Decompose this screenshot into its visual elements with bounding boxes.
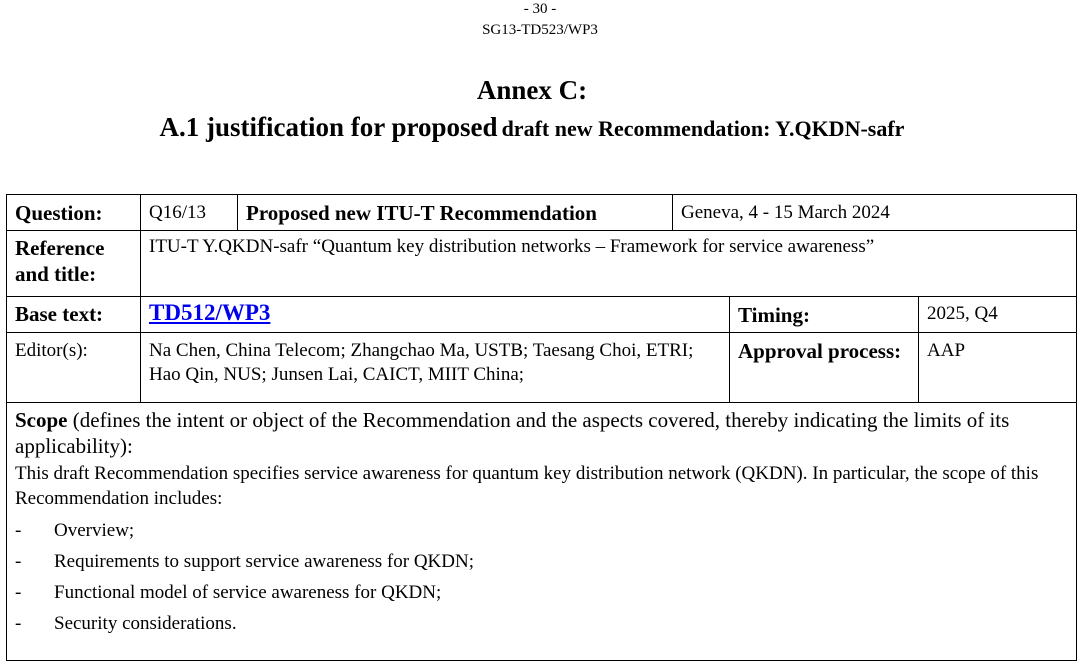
reference-row [7,231,1077,297]
bullet-dash: - [15,582,22,603]
annex-subtitle [0,110,1064,149]
list-item-text: Overview; [54,520,135,541]
meeting-location-date: Geneva, 4 - 15 March 2024 [673,195,1077,231]
list-item [15,608,1068,639]
scope-list [15,515,1068,639]
justification-table [6,194,1077,661]
annex-subtitle-part2: draft new Recommendation: Y.QKDN-safr [501,116,905,141]
list-item [15,546,1068,577]
editors-label: Editor(s): [7,333,141,403]
question-value: Q16/13 [141,195,238,231]
reference-label: Reference and title: [7,231,141,297]
list-item-text: Functional model of service awareness for QKDN; [54,582,442,603]
base-text-link[interactable]: TD512/WP3 [149,300,271,325]
question-row [7,195,1077,231]
editors-row [7,333,1077,403]
bullet-dash: - [15,551,22,572]
approval-value: AAP [919,333,1077,403]
list-item-text: Security considerations. [54,613,237,634]
list-item-text: Requirements to support service awareness for QKDN; [54,551,474,572]
scope-heading-bold: Scope [15,408,68,432]
base-text-row [7,297,1077,333]
proposed-recommendation-label: Proposed new ITU-T Recommendation [238,195,673,231]
approval-label: Approval process: [730,333,919,403]
reference-value: ITU-T Y.QKDN-safr “Quantum key distribution networks – Framework for service awareness” [141,231,1077,297]
list-item [15,577,1068,608]
page-number: - 30 - [523,1,557,17]
bullet-dash: - [15,520,22,541]
base-text-cell [141,297,730,333]
question-label: Question: [7,195,141,231]
scope-row [7,403,1077,661]
editors-value: Na Chen, China Telecom; Zhangchao Ma, USTB; Taesang Choi, ETRI; Hao Qin, NUS; Junsen Lai, CAICT, MIIT China; [141,333,730,403]
annex-title: Annex C: [476,75,588,105]
bullet-dash: - [15,613,22,634]
scope-cell [7,403,1077,661]
document-reference: SG13-TD523/WP3 [482,22,598,38]
scope-heading [15,407,1068,459]
list-item [15,515,1068,546]
timing-value: 2025, Q4 [919,297,1077,333]
scope-intro: This draft Recommendation specifies service awareness for quantum key distribution network (QKDN). In particular, the scope of this Recommendation includes: [15,463,1039,509]
timing-label: Timing: [730,297,919,333]
scope-heading-rest: (defines the intent or object of the Recommendation and the aspects covered, thereby indicating the limits of its applicability): [15,408,1010,458]
base-text-label: Base text: [7,297,141,333]
annex-subtitle-part1: A.1 justification for proposed [159,112,498,142]
